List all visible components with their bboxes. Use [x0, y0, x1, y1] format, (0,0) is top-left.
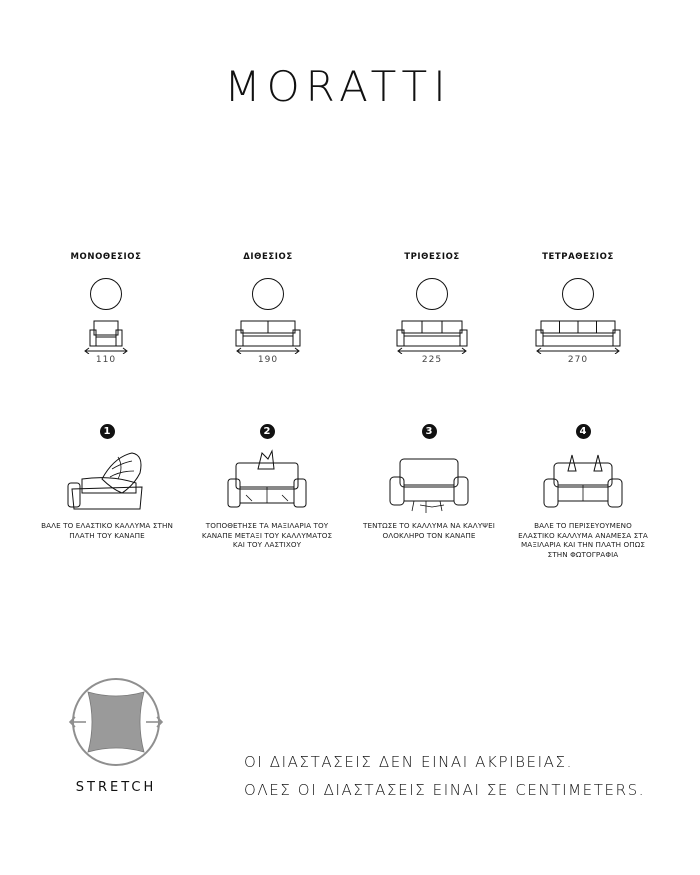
four-seat-sofa-icon [533, 318, 623, 354]
armchair-icon [81, 318, 131, 354]
size-option-three-seater[interactable] [372, 252, 492, 365]
size-option-two-seater[interactable] [208, 252, 328, 365]
step-text: ΒΑΛΕ ΤΟ ΠΕΡΙΣΕΥΟΥΜΕΝΟ ΕΛΑΣΤΙΚΟ ΚΑΛΛΥΜΑ ΑΝΑΜΕΣΑ ΣΤΑ ΜΑΞΙΛΑΡΙΑ ΚΑΙ ΤΗΝ ΠΛΑΤΗ ΟΠΩΣ ΣΤΗΝ ΦΩΤΟΓΡΑΦΙΑ [518, 521, 648, 559]
size-radio[interactable] [562, 278, 594, 310]
cover-backrest-illustration [62, 449, 152, 515]
stretch-fabric-icon [66, 676, 166, 768]
step-number: 1 [100, 424, 115, 439]
size-radio[interactable] [416, 278, 448, 310]
step-text: ΤΟΠΟΘΕΤΗΣΕ ΤΑ ΜΑΞΙΛΑΡΙΑ ΤΟΥ ΚΑΝΑΠΕ ΜΕΤΑΞΙ ΤΟΥ ΚΑΛΛΥΜΑΤΟΣ ΚΑΙ ΤΟΥ ΛΑΣΤΙΧΟΥ [201, 521, 333, 550]
instruction-step-4 [516, 424, 650, 559]
size-radio[interactable] [252, 278, 284, 310]
note-line: ΟΛΕΣ ΟΙ ΔΙΑΣΤΑΣΕΙΣ ΕΙΝΑΙ ΣΕ CENTIMETERS. [244, 781, 646, 799]
instruction-step-1 [40, 424, 174, 540]
three-seat-sofa-icon [394, 318, 470, 354]
size-width: 225 [421, 355, 443, 365]
dimension-notes [244, 748, 684, 804]
step-text: ΤΕΝΤΩΣΕ ΤΟ ΚΑΛΛΥΜΑ ΝΑ ΚΑΛΥΨΕΙ ΟΛΟΚΛΗΡΟ ΤΟΝ ΚΑΝΑΠΕ [363, 521, 495, 540]
size-title: ΜΟΝΟΘΕΣΙΟΣ [70, 252, 142, 262]
size-width: 190 [257, 355, 279, 365]
size-radio[interactable] [90, 278, 122, 310]
step-number: 3 [422, 424, 437, 439]
size-option-single[interactable] [46, 252, 166, 365]
stretch-badge [62, 676, 170, 795]
size-option-four-seater[interactable] [518, 252, 638, 365]
step-number: 2 [260, 424, 275, 439]
size-title: ΤΡΙΘΕΣΙΟΣ [404, 252, 460, 262]
instruction-step-2 [200, 424, 334, 550]
brand-logo: MORATTI [224, 62, 452, 111]
size-title: ΔΙΘΕΣΙΟΣ [243, 252, 293, 262]
size-title: ΤΕΤΡΑΘΕΣΙΟΣ [542, 252, 614, 262]
size-width: 110 [95, 355, 117, 365]
step-number: 4 [576, 424, 591, 439]
note-line: ΟΙ ΔΙΑΣΤΑΣΕΙΣ ΔΕΝ ΕΙΝΑΙ ΑΚΡΙΒΕΙΑΣ. [244, 753, 573, 771]
instruction-step-3 [362, 424, 496, 540]
tuck-cover-illustration [538, 449, 628, 515]
stretch-cover-illustration [384, 449, 474, 515]
insert-cushions-illustration [222, 449, 312, 515]
two-seat-sofa-icon [233, 318, 303, 354]
size-width: 270 [567, 355, 589, 365]
step-text: ΒΑΛΕ ΤΟ ΕΛΑΣΤΙΚΟ ΚΑΛΛΥΜΑ ΣΤΗΝ ΠΛΑΤΗ ΤΟΥ ΚΑΝΑΠΕ [41, 521, 173, 540]
stretch-label: STRETCH [75, 780, 157, 795]
